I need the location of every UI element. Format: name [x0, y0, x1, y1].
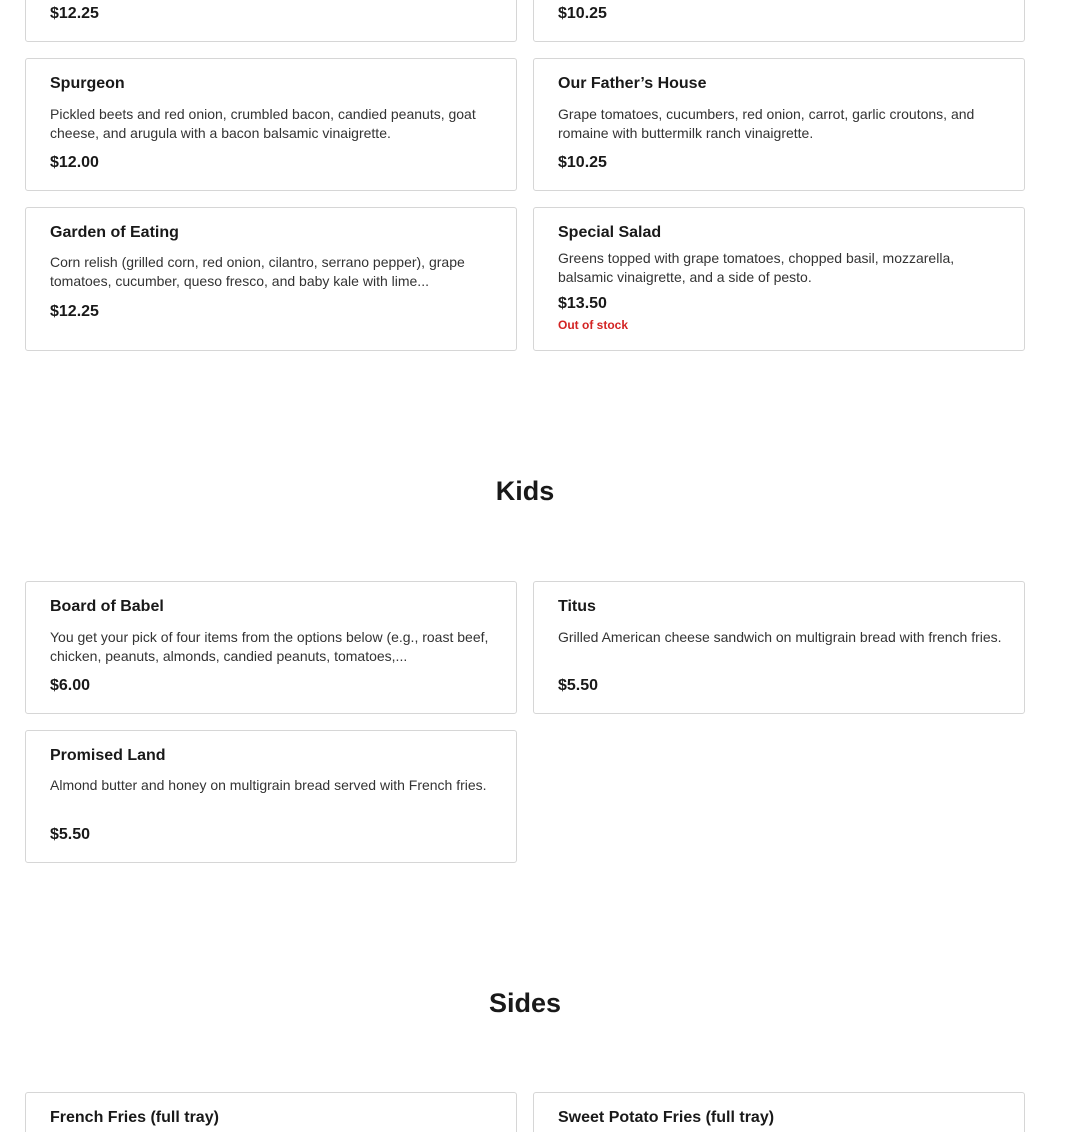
menu-item-card-french-fries[interactable]	[25, 1092, 517, 1132]
item-name: Special Salad	[558, 224, 662, 241]
menu-item-card-special-salad[interactable]	[533, 207, 1025, 351]
item-name: Spurgeon	[50, 75, 125, 92]
menu-item-card-spurgeon[interactable]	[25, 58, 517, 191]
menu-item-card[interactable]	[25, 0, 517, 42]
item-description: Pickled beets and red onion, crumbled bacon, candied peanuts, goat cheese, and arugula with a bacon balsamic vinaigrette.	[50, 106, 476, 141]
item-description: Grilled American cheese sandwich on multigrain bread with french fries.	[558, 629, 1002, 645]
menu-item-card-our-fathers-house[interactable]	[533, 58, 1025, 191]
item-price: $12.25	[50, 303, 99, 320]
menu-item-card-sweet-potato-fries[interactable]	[533, 1092, 1025, 1132]
menu-item-card-promised-land[interactable]	[25, 730, 517, 863]
item-name: French Fries (full tray)	[50, 1109, 219, 1126]
item-price: $10.25	[558, 5, 607, 22]
item-name: Garden of Eating	[50, 224, 179, 241]
item-name: Titus	[558, 598, 596, 615]
item-description: You get your pick of four items from the options below (e.g., roast beef, chicken, peanuts, almonds, candied peanuts, tomatoes,...	[50, 629, 489, 664]
menu-item-card[interactable]	[533, 0, 1025, 42]
item-name: Board of Babel	[50, 598, 164, 615]
menu-item-card-garden-of-eating[interactable]	[25, 207, 517, 351]
out-of-stock-badge: Out of stock	[558, 318, 629, 332]
item-price: $12.00	[50, 154, 99, 171]
item-description: Almond butter and honey on multigrain bread served with French fries.	[50, 777, 487, 793]
section-title-sides: Sides	[488, 988, 562, 1018]
item-price: $6.00	[50, 677, 91, 694]
item-name: Promised Land	[50, 747, 166, 764]
item-price: $5.50	[558, 677, 599, 694]
item-price: $12.25	[50, 5, 99, 22]
item-name: Sweet Potato Fries (full tray)	[558, 1109, 775, 1126]
item-description: Greens topped with grape tomatoes, chopped basil, mozzarella, balsamic vinaigrette, and a side of pesto.	[558, 250, 955, 285]
section-title-kids: Kids	[495, 476, 555, 506]
item-price: $13.50	[558, 295, 607, 312]
item-description: Grape tomatoes, cucumbers, red onion, carrot, garlic croutons, and romaine with buttermilk ranch vinaigrette.	[558, 106, 975, 141]
menu-item-card-titus[interactable]	[533, 581, 1025, 714]
item-price: $10.25	[558, 154, 607, 171]
item-name: Our Father’s House	[558, 75, 707, 92]
item-description: Corn relish (grilled corn, red onion, cilantro, serrano pepper), grape tomatoes, cucumber, queso fresco, and baby kale with lime...	[50, 254, 465, 289]
menu-item-card-board-of-babel[interactable]	[25, 581, 517, 714]
item-price: $5.50	[50, 826, 91, 843]
